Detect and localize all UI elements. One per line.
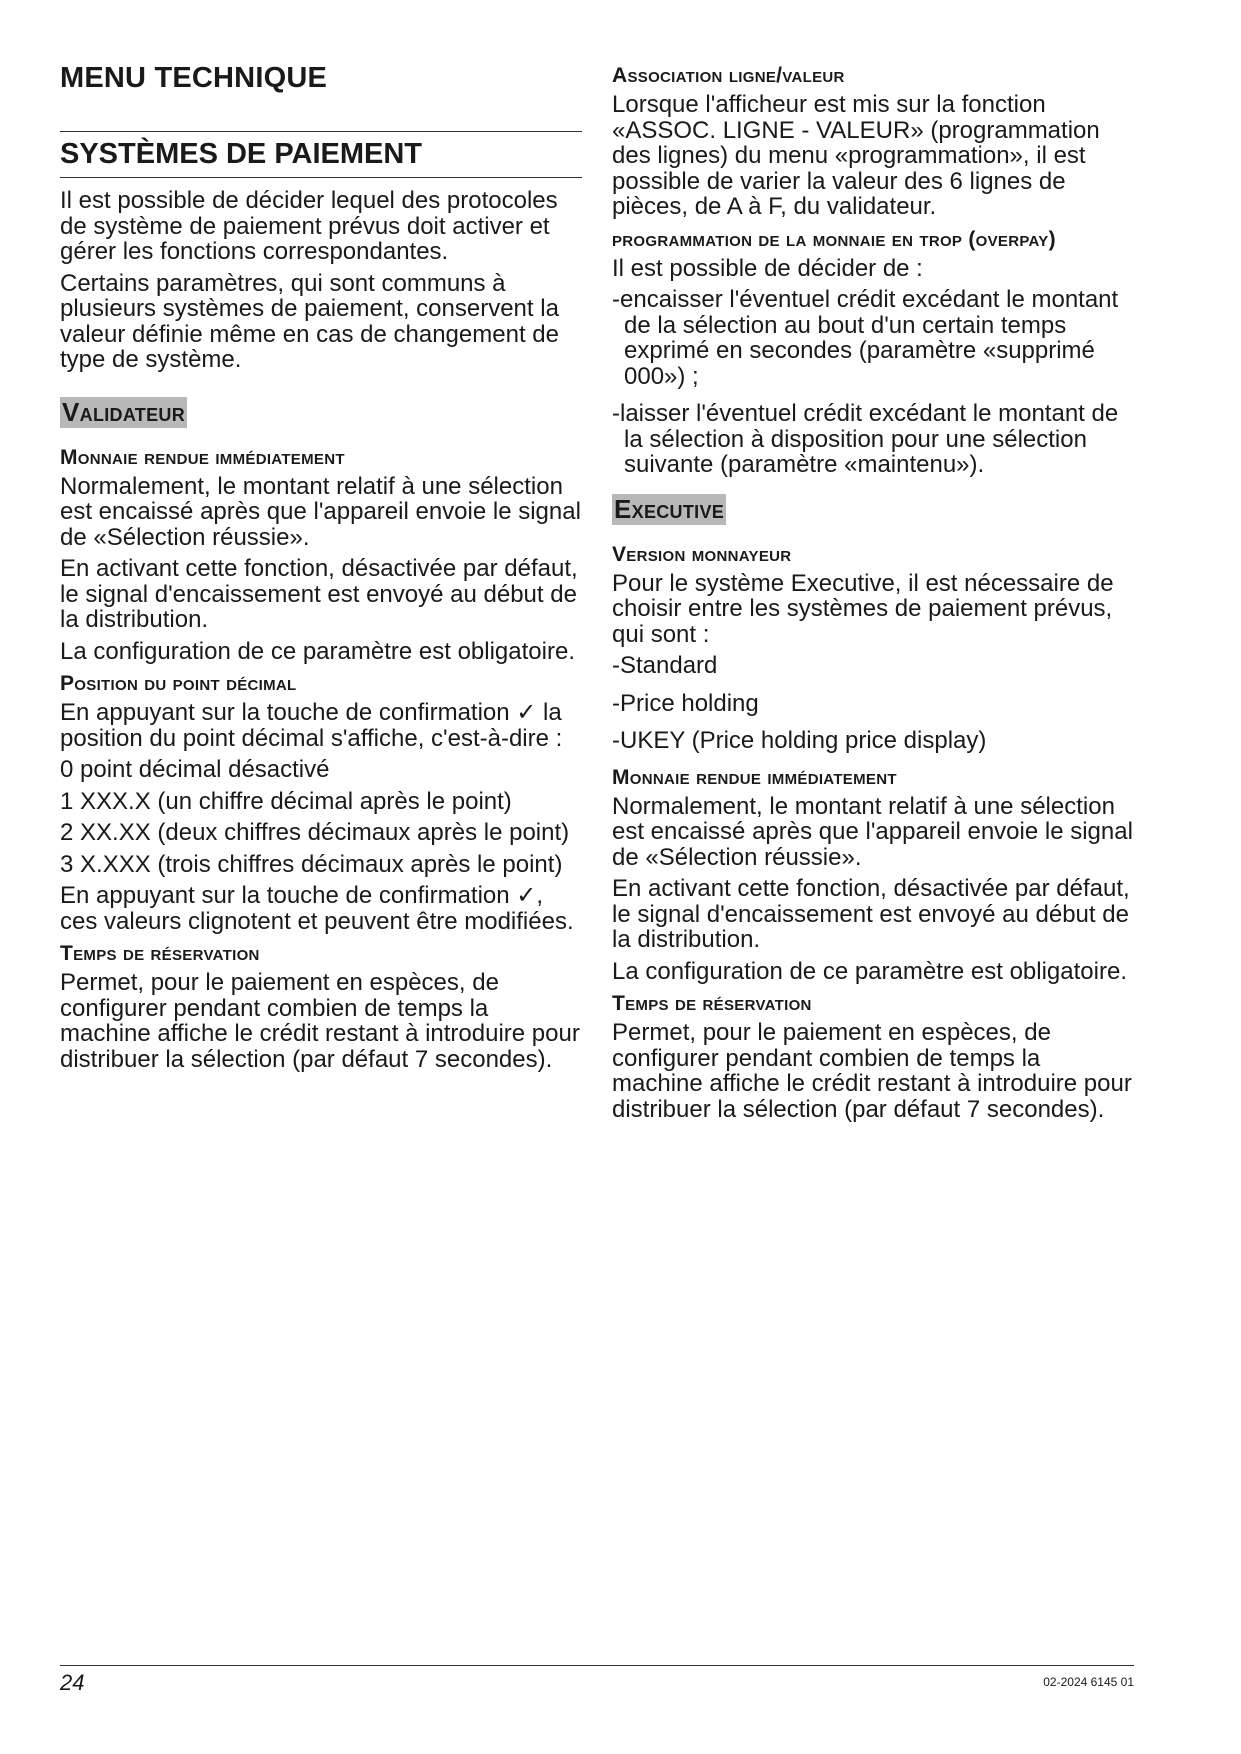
decimal-option: 3 X.XXX (trois chiffres décimaux après le point) bbox=[60, 850, 563, 878]
body-paragraph: Pour le système Executive, il est nécessaire de choisir entre les systèmes de paiement prévus, qui sont : bbox=[612, 569, 1114, 648]
executive-heading: Executive bbox=[614, 493, 725, 524]
right-column bbox=[612, 62, 1134, 1128]
body-paragraph: Normalement, le montant relatif à une sélection est encaissé après que l'appareil envoie le signal de «Sélection réussie». bbox=[612, 792, 1133, 871]
section-title: SYSTÈMES DE PAIEMENT bbox=[60, 131, 582, 178]
body-paragraph: En appuyant sur la touche de confirmation ✓ la position du point décimal s'affiche, c'est-à-dire : bbox=[60, 699, 563, 752]
list-item: -encaisser l'éventuel crédit excédant le montant de la sélection au bout d'un certain temps exprimé en secondes (paramètre «supprimé 000») ; bbox=[612, 286, 1119, 390]
version-monnayeur-title: Version monnayeur bbox=[612, 542, 792, 566]
left-column bbox=[60, 62, 582, 1078]
monnaie-rendue-title: Monnaie rendue immédiatement bbox=[612, 765, 897, 789]
body-paragraph: Normalement, le montant relatif à une sélection est encaissé après que l'appareil envoie le signal de «Sélection réussie». bbox=[60, 472, 581, 551]
document-code: 02-2024 6145 01 bbox=[1043, 1675, 1134, 1689]
body-paragraph: Il est possible de décider de : bbox=[612, 254, 923, 282]
temps-reservation-title: Temps de réservation bbox=[612, 992, 812, 1015]
intro-paragraph: Certains paramètres, qui sont communs à plusieurs systèmes de paiement, conservent la valeur définie même en cas de changement de type de système. bbox=[60, 269, 559, 373]
decimal-option: 1 XXX.X (un chiffre décimal après le point) bbox=[60, 787, 512, 815]
body-paragraph: La configuration de ce paramètre est obligatoire. bbox=[60, 637, 575, 665]
temps-reservation-title: Temps de réservation bbox=[60, 942, 260, 965]
body-paragraph: Permet, pour le paiement en espèces, de configurer pendant combien de temps la machine affiche le crédit restant à introduire pour distribuer la sélection (par défaut 7 secondes). bbox=[60, 969, 580, 1073]
association-title: Association ligne/valeur bbox=[612, 64, 845, 87]
overpay-list bbox=[612, 287, 1134, 478]
decimal-option: 0 point décimal désactivé bbox=[60, 756, 330, 783]
decimal-option: 2 XX.XX (deux chiffres décimaux après le point) bbox=[60, 819, 570, 846]
page-number: 24 bbox=[60, 1670, 85, 1695]
footer-divider bbox=[60, 1665, 1134, 1666]
intro-paragraph: Il est possible de décider lequel des protocoles de système de paiement prévus doit activer et gérer les fonctions correspondantes. bbox=[60, 187, 558, 265]
validateur-heading: Validateur bbox=[62, 396, 185, 427]
body-paragraph: La configuration de ce paramètre est obligatoire. bbox=[612, 957, 1127, 985]
body-paragraph: En activant cette fonction, désactivée par défaut, le signal d'encaissement est envoyé au début de la distribution. bbox=[612, 875, 1130, 953]
body-paragraph: Permet, pour le paiement en espèces, de configurer pendant combien de temps la machine affiche le crédit restant à introduire pour distribuer la sélection (par défaut 7 secondes). bbox=[612, 1019, 1132, 1123]
list-item: -UKEY (Price holding price display) bbox=[612, 727, 987, 754]
body-paragraph: En activant cette fonction, désactivée par défaut, le signal d'encaissement est envoyé au début de la distribution. bbox=[60, 555, 578, 633]
body-paragraph: En appuyant sur la touche de confirmation ✓, ces valeurs clignotent et peuvent être modifiées. bbox=[60, 882, 574, 935]
monnaie-rendue-title: Monnaie rendue immédiatement bbox=[60, 445, 345, 469]
list-item: -Price holding bbox=[612, 689, 759, 717]
page-title: MENU TECHNIQUE bbox=[60, 62, 328, 94]
list-item: -laisser l'éventuel crédit excédant le montant de la sélection à disposition pour une sélection suivante (paramètre «maintenu»). bbox=[612, 400, 1119, 478]
version-list bbox=[612, 653, 1134, 754]
overpay-title: programmation de la monnaie en trop (overpay) bbox=[612, 227, 1056, 251]
list-item: -Standard bbox=[612, 652, 718, 679]
position-point-title: Position du point décimal bbox=[60, 672, 297, 695]
body-paragraph: Lorsque l'afficheur est mis sur la fonction «ASSOC. LIGNE - VALEUR» (programmation des lignes) du menu «programmation», il est possible de varier la valeur des 6 lignes de pièces, de A à F, du validateur. bbox=[612, 91, 1100, 220]
